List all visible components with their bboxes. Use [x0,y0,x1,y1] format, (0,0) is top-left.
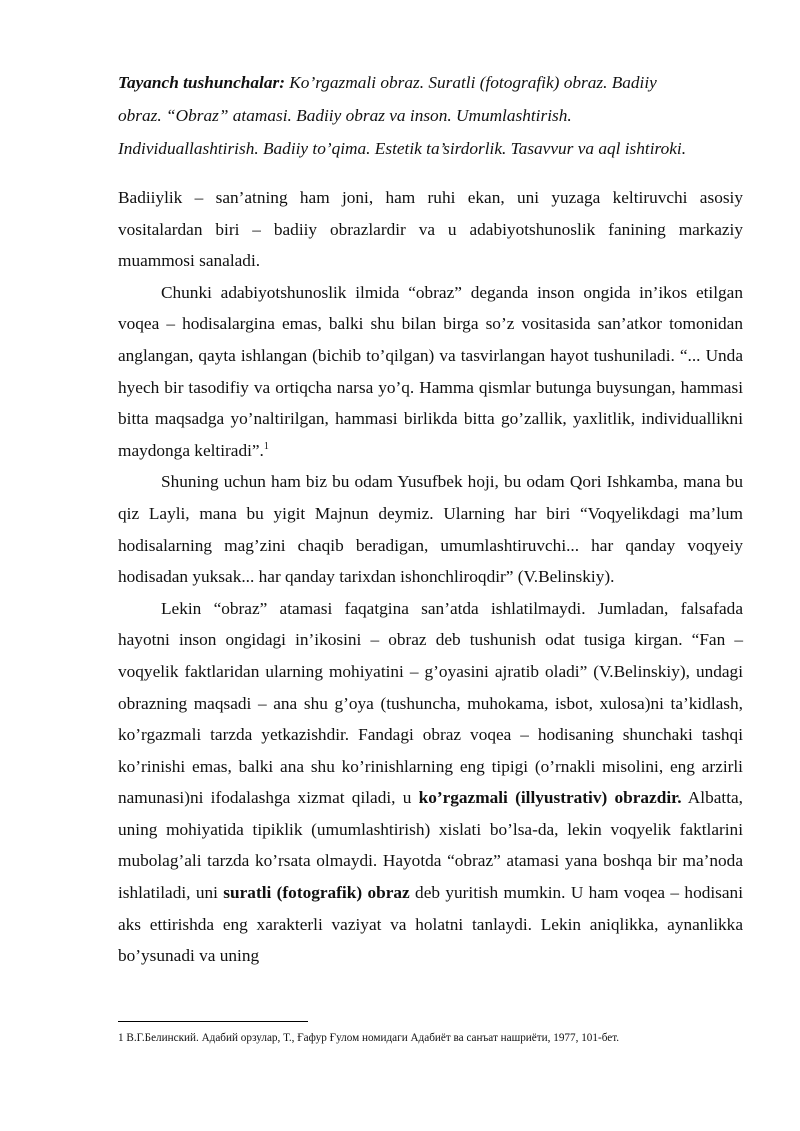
paragraph-1: Badiiylik – san’atning ham joni, ham ruhi ekan, uni yuzaga keltiruvchi asosiy vositalardan biri – badiiy obrazlardir va u adabiyotshunoslik fanining markaziy muammosi sanaladi. [118,188,743,271]
keywords-line-3: Individuallashtirish. Badiiy to’qima. Estetik ta’sirdorlik. Tasavvur va aql ishtiroki. [118,139,687,158]
paragraph-4-text-a: Lekin “obraz” atamasi faqatgina san’atda ishlatilmaydi. Jumladan, falsafada hayotni inson ongidagi in’ikosini – obraz deb tushunish odat tusiga kirgan. “Fan – voqyelik faktlaridan ularning mohiyatini – g’oyasini ajratib oladi” (V.Belinskiy), undagi obrazning maqsadi – ana shu g’oya (tushuncha, muhokama, isbot, xulosa)ni ta’kidlash, ko’rgazmali tarzda yetkazishdir. Fandagi obraz voqea – hodisaning shunchaki tashqi ko’rinishi emas, balki ana shu ko’rinishlarning eng tipigi (o’rnakli misolini, eng arzirli namunasi)ni ifodalashga xizmat qiladi, u [118,598,743,808]
paragraph-3: Shuning uchun ham biz bu odam Yusufbek hoji, bu odam Qori Ishkamba, mana bu qiz Layli, mana bu yigit Majnun deymiz. Ularning har biri “Voqyelikdagi ma’lum hodisalarning mag’zini chaqib beradigan, umumlashtiruvchi... har qanday voqyeiy hodisadan yuksak... har qanday tarixdan ishonchliroqdir” (V.Belinskiy). [118,472,743,587]
footnote: 1 В.Г.Белинский. Адабий орзулар, Т., Ғафур Ғулом номидаги Адабиёт ва санъат нашриёти, 1977, 101-бет. [118,1032,620,1044]
keywords-block [118,66,743,165]
footnote-separator [118,1021,308,1022]
term-photographic-image: suratli (fotografik) obraz [223,883,410,903]
page-body [118,66,743,972]
paragraph-2-text: Chunki adabiyotshunoslik ilmida “obraz” deganda inson ongida in’ikos etilgan voqea – hodisalargina emas, balki shu bilan birga so’z vositasida san’atkor tomonidan anglangan, qayta ishlangan (bichib to’qilgan) va tasvirlangan hayot tushuniladi. “... Unda hyech bir tasodifiy va ortiqcha narsa yo’q. Hamma qismlar butunga buysungan, hammasi bitta maqsadga yo’naltirilgan, hammasi birlikda bitta go’zallik, yaxlitlik, individuallikni maydonga keltiradi”. [118,282,743,460]
paragraph-2 [118,277,743,467]
term-illustrative-image: ko’rgazmali (illyustrativ) obrazdir. [418,788,682,808]
footnote-reference[interactable]: 1 [263,440,269,452]
keywords-line-1: Ko’rgazmali obraz. Suratli (fotografik) obraz. Badiiy [284,73,657,92]
keywords-line-2: obraz. “Obraz” atamasi. Badiiy obraz va inson. Umumlashtirish. [118,106,572,125]
paragraph-4-text-b: Albatta, uning mohiyatida tipiklik (umumlashtirish) xislati bo’lsa-da, lekin voqyelik faktlarini mubolag’ali tarzda ko’rsata olmaydi. Hayotda “obraz” atamasi yana boshqa bir ma’noda ishlatiladi, uni [118,788,743,903]
paragraph-4-text-c: deb yuritish mumkin. U ham voqea – hodisani aks ettirishda eng xarakterli vaziyat va holatni tanlaydi. Lekin aniqlikka, aynanlikka bo’ysunadi va uning [118,883,743,966]
keywords-title: Tayanch tushunchalar: [118,73,285,92]
paragraph-4 [118,593,743,972]
